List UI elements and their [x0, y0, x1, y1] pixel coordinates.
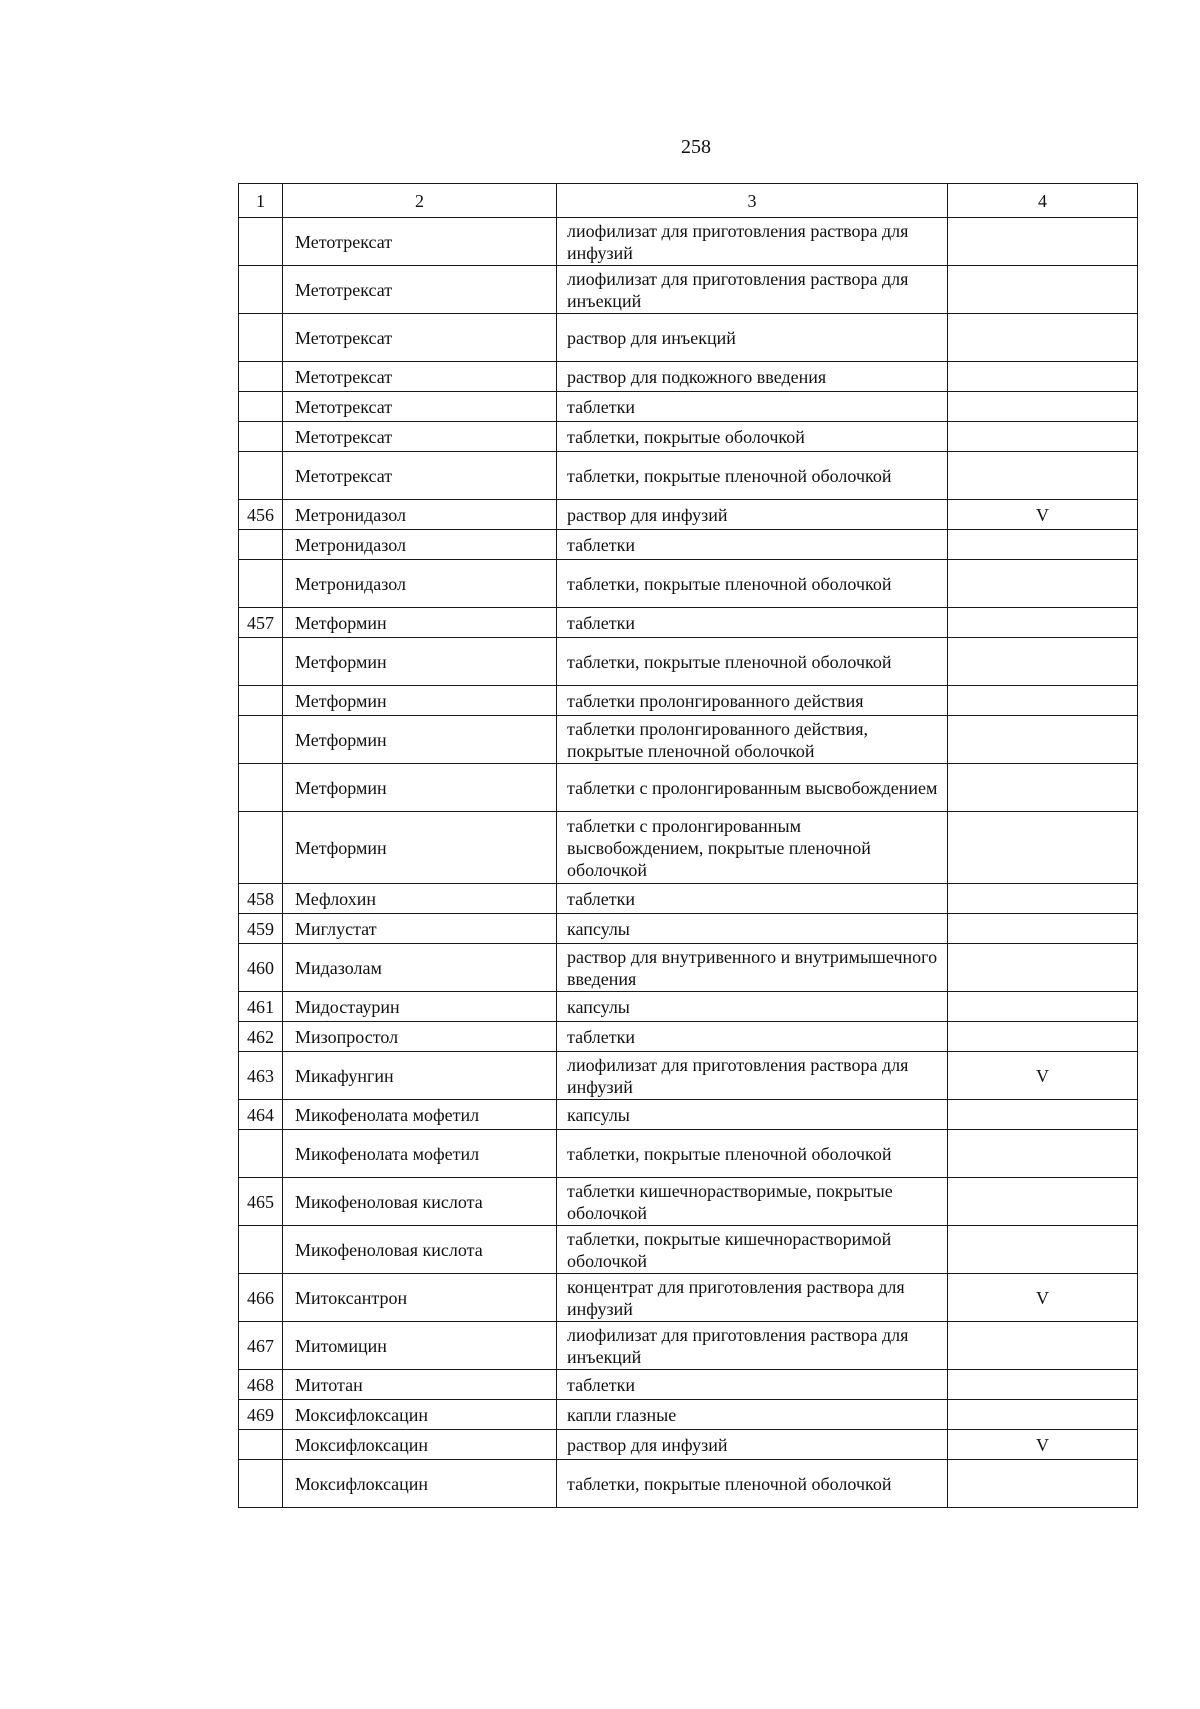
row-number-cell — [239, 362, 283, 392]
row-number-cell: 461 — [239, 992, 283, 1022]
drug-name-cell: Митомицин — [283, 1322, 557, 1370]
dosage-form-cell: капсулы — [557, 992, 948, 1022]
row-number-cell — [239, 764, 283, 812]
table-row — [239, 1322, 1138, 1370]
dosage-form-cell: раствор для инфузий — [557, 500, 948, 530]
mark-cell — [948, 716, 1138, 764]
table-row — [239, 392, 1138, 422]
dosage-form-cell: таблетки с пролонгированным высвобождением, покрытые пленочной оболочкой — [557, 812, 948, 884]
dosage-form-cell: таблетки, покрытые пленочной оболочкой — [557, 452, 948, 500]
mark-cell: V — [948, 1274, 1138, 1322]
mark-cell — [948, 884, 1138, 914]
row-number-cell: 466 — [239, 1274, 283, 1322]
medication-table — [238, 183, 1138, 1508]
mark-cell — [948, 1322, 1138, 1370]
table-row — [239, 362, 1138, 392]
row-number-cell: 458 — [239, 884, 283, 914]
drug-name-cell: Метформин — [283, 716, 557, 764]
row-number-cell — [239, 452, 283, 500]
mark-cell — [948, 812, 1138, 884]
mark-cell — [948, 686, 1138, 716]
dosage-form-cell: таблетки, покрытые пленочной оболочкой — [557, 1130, 948, 1178]
header-col-4: 4 — [948, 184, 1138, 218]
table-row — [239, 608, 1138, 638]
dosage-form-cell: таблетки — [557, 530, 948, 560]
table-row — [239, 1430, 1138, 1460]
row-number-cell: 462 — [239, 1022, 283, 1052]
mark-cell — [948, 1370, 1138, 1400]
dosage-form-cell: таблетки — [557, 1370, 948, 1400]
mark-cell — [948, 362, 1138, 392]
row-number-cell: 469 — [239, 1400, 283, 1430]
mark-cell — [948, 1130, 1138, 1178]
table-row — [239, 1274, 1138, 1322]
dosage-form-cell: капсулы — [557, 914, 948, 944]
dosage-form-cell: таблетки, покрытые пленочной оболочкой — [557, 1460, 948, 1508]
table-row — [239, 914, 1138, 944]
drug-name-cell: Метронидазол — [283, 500, 557, 530]
drug-name-cell: Микофеноловая кислота — [283, 1226, 557, 1274]
mark-cell — [948, 944, 1138, 992]
row-number-cell: 457 — [239, 608, 283, 638]
dosage-form-cell: таблетки пролонгированного действия, покрытые пленочной оболочкой — [557, 716, 948, 764]
mark-cell — [948, 1178, 1138, 1226]
mark-cell — [948, 530, 1138, 560]
drug-name-cell: Мидазолам — [283, 944, 557, 992]
drug-name-cell: Метформин — [283, 608, 557, 638]
table-row — [239, 1226, 1138, 1274]
drug-name-cell: Метотрексат — [283, 392, 557, 422]
table-row — [239, 686, 1138, 716]
drug-name-cell: Микафунгин — [283, 1052, 557, 1100]
mark-cell — [948, 914, 1138, 944]
table-row — [239, 1400, 1138, 1430]
dosage-form-cell: раствор для инфузий — [557, 1430, 948, 1460]
table-row — [239, 1022, 1138, 1052]
drug-name-cell: Метотрексат — [283, 452, 557, 500]
row-number-cell — [239, 1226, 283, 1274]
table-header-row — [239, 184, 1138, 218]
mark-cell — [948, 422, 1138, 452]
drug-name-cell: Метформин — [283, 764, 557, 812]
drug-name-cell: Моксифлоксацин — [283, 1430, 557, 1460]
mark-cell: V — [948, 1430, 1138, 1460]
row-number-cell: 465 — [239, 1178, 283, 1226]
mark-cell — [948, 392, 1138, 422]
dosage-form-cell: капли глазные — [557, 1400, 948, 1430]
drug-name-cell: Метотрексат — [283, 422, 557, 452]
drug-name-cell: Метотрексат — [283, 314, 557, 362]
dosage-form-cell: таблетки с пролонгированным высвобождением — [557, 764, 948, 812]
table-row — [239, 266, 1138, 314]
table-row — [239, 452, 1138, 500]
mark-cell — [948, 266, 1138, 314]
dosage-form-cell: раствор для инъекций — [557, 314, 948, 362]
row-number-cell — [239, 1130, 283, 1178]
row-number-cell — [239, 812, 283, 884]
drug-name-cell: Метотрексат — [283, 266, 557, 314]
drug-name-cell: Микофенолата мофетил — [283, 1100, 557, 1130]
row-number-cell: 467 — [239, 1322, 283, 1370]
table-row — [239, 944, 1138, 992]
row-number-cell: 464 — [239, 1100, 283, 1130]
header-col-3: 3 — [557, 184, 948, 218]
mark-cell — [948, 1400, 1138, 1430]
dosage-form-cell: раствор для внутривенного и внутримышечного введения — [557, 944, 948, 992]
table-row — [239, 1130, 1138, 1178]
mark-cell — [948, 314, 1138, 362]
mark-cell — [948, 1022, 1138, 1052]
drug-name-cell: Моксифлоксацин — [283, 1400, 557, 1430]
row-number-cell — [239, 686, 283, 716]
dosage-form-cell: таблетки пролонгированного действия — [557, 686, 948, 716]
dosage-form-cell: лиофилизат для приготовления раствора для инфузий — [557, 218, 948, 266]
table-row — [239, 560, 1138, 608]
row-number-cell — [239, 266, 283, 314]
drug-name-cell: Метформин — [283, 812, 557, 884]
drug-name-cell: Мидостаурин — [283, 992, 557, 1022]
drug-name-cell: Митоксантрон — [283, 1274, 557, 1322]
drug-name-cell: Мизопростол — [283, 1022, 557, 1052]
mark-cell — [948, 1100, 1138, 1130]
dosage-form-cell: лиофилизат для приготовления раствора для инъекций — [557, 266, 948, 314]
mark-cell: V — [948, 1052, 1138, 1100]
table-body — [239, 218, 1138, 1508]
dosage-form-cell: концентрат для приготовления раствора для инфузий — [557, 1274, 948, 1322]
dosage-form-cell: капсулы — [557, 1100, 948, 1130]
row-number-cell — [239, 1430, 283, 1460]
drug-name-cell: Мефлохин — [283, 884, 557, 914]
row-number-cell: 459 — [239, 914, 283, 944]
dosage-form-cell: лиофилизат для приготовления раствора для инъекций — [557, 1322, 948, 1370]
page-number: 258 — [681, 136, 711, 158]
drug-name-cell: Метронидазол — [283, 560, 557, 608]
drug-name-cell: Митотан — [283, 1370, 557, 1400]
mark-cell: V — [948, 500, 1138, 530]
mark-cell — [948, 218, 1138, 266]
drug-name-cell: Метформин — [283, 638, 557, 686]
table-row — [239, 884, 1138, 914]
row-number-cell — [239, 638, 283, 686]
table-row — [239, 1052, 1138, 1100]
row-number-cell — [239, 560, 283, 608]
drug-name-cell: Метронидазол — [283, 530, 557, 560]
dosage-form-cell: таблетки — [557, 608, 948, 638]
row-number-cell: 460 — [239, 944, 283, 992]
table-row — [239, 764, 1138, 812]
dosage-form-cell: таблетки, покрытые кишечнорастворимой оболочкой — [557, 1226, 948, 1274]
row-number-cell — [239, 392, 283, 422]
mark-cell — [948, 992, 1138, 1022]
table-row — [239, 314, 1138, 362]
row-number-cell — [239, 530, 283, 560]
row-number-cell: 463 — [239, 1052, 283, 1100]
table-row — [239, 530, 1138, 560]
drug-name-cell: Моксифлоксацин — [283, 1460, 557, 1508]
row-number-cell — [239, 716, 283, 764]
dosage-form-cell: таблетки кишечнорастворимые, покрытые оболочкой — [557, 1178, 948, 1226]
row-number-cell — [239, 1460, 283, 1508]
mark-cell — [948, 1460, 1138, 1508]
dosage-form-cell: таблетки — [557, 884, 948, 914]
mark-cell — [948, 608, 1138, 638]
row-number-cell — [239, 218, 283, 266]
table-row — [239, 500, 1138, 530]
dosage-form-cell: таблетки, покрытые пленочной оболочкой — [557, 560, 948, 608]
drug-name-cell: Метформин — [283, 686, 557, 716]
table-row — [239, 992, 1138, 1022]
row-number-cell: 468 — [239, 1370, 283, 1400]
dosage-form-cell: таблетки, покрытые пленочной оболочкой — [557, 638, 948, 686]
mark-cell — [948, 764, 1138, 812]
header-col-1: 1 — [239, 184, 283, 218]
mark-cell — [948, 1226, 1138, 1274]
row-number-cell — [239, 422, 283, 452]
drug-name-cell: Микофенолата мофетил — [283, 1130, 557, 1178]
drug-name-cell: Миглустат — [283, 914, 557, 944]
dosage-form-cell: таблетки, покрытые оболочкой — [557, 422, 948, 452]
header-col-2: 2 — [283, 184, 557, 218]
drug-name-cell: Метотрексат — [283, 218, 557, 266]
table-row — [239, 1460, 1138, 1508]
drug-name-cell: Микофеноловая кислота — [283, 1178, 557, 1226]
dosage-form-cell: раствор для подкожного введения — [557, 362, 948, 392]
table-row — [239, 218, 1138, 266]
table-row — [239, 638, 1138, 686]
row-number-cell: 456 — [239, 500, 283, 530]
mark-cell — [948, 638, 1138, 686]
dosage-form-cell: таблетки — [557, 392, 948, 422]
table-row — [239, 716, 1138, 764]
mark-cell — [948, 452, 1138, 500]
dosage-form-cell: таблетки — [557, 1022, 948, 1052]
table-row — [239, 1178, 1138, 1226]
drug-name-cell: Метотрексат — [283, 362, 557, 392]
mark-cell — [948, 560, 1138, 608]
table-row — [239, 422, 1138, 452]
table-row — [239, 812, 1138, 884]
row-number-cell — [239, 314, 283, 362]
table-row — [239, 1370, 1138, 1400]
table-row — [239, 1100, 1138, 1130]
dosage-form-cell: лиофилизат для приготовления раствора для инфузий — [557, 1052, 948, 1100]
